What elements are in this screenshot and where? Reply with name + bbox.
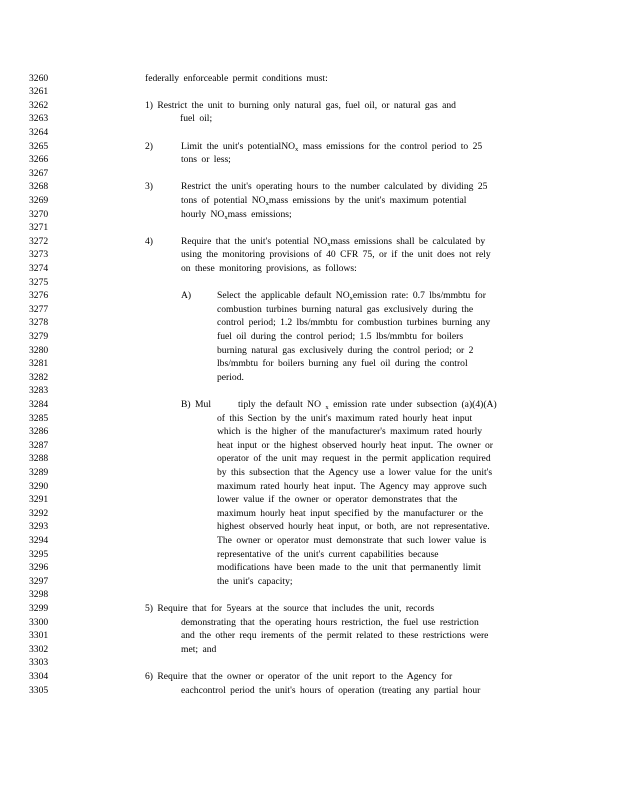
text-line: operator of the unit may request in the permit application required <box>217 453 491 465</box>
line-number: 3264 <box>29 126 49 138</box>
line-number: 3286 <box>29 426 49 438</box>
line-number: 3294 <box>29 534 49 546</box>
text-line: the unit's capacity; <box>217 575 293 587</box>
line-number: 3288 <box>29 453 49 465</box>
list-marker: 4) <box>145 235 153 247</box>
line-number: 3300 <box>29 616 49 628</box>
line-number: 3297 <box>29 575 49 587</box>
text-line: and the other requ irements of the permit related to these restrictions were <box>181 630 489 642</box>
line-number: 3273 <box>29 249 49 261</box>
text-line: heat input or the highest observed hourly heat input. The owner or <box>217 439 493 451</box>
line-number: 3271 <box>29 222 49 234</box>
line-number: 3267 <box>29 167 49 179</box>
text-line: fuel oil during the control period; 1.5 lbs/mmbtu for boilers <box>217 330 464 342</box>
text-line: Restrict the unit's operating hours to the number calculated by dividing 25 <box>181 181 488 193</box>
line-number: 3303 <box>29 657 49 669</box>
text-line: lower value if the owner or operator demonstrates that the <box>217 494 458 506</box>
line-number: 3274 <box>29 262 49 274</box>
line-number: 3283 <box>29 385 49 397</box>
text-line: combustion turbines burning natural gas exclusively during the <box>217 303 474 315</box>
text-line: by this subsection that the Agency use a lower value for the unit's <box>217 466 493 478</box>
text-line: maximum rated hourly heat input. The Agency may approve such <box>217 480 487 492</box>
line-number: 3281 <box>29 358 49 370</box>
text-line: maximum hourly heat input specified by the manufacturer or the <box>217 507 484 519</box>
text-line: eachcontrol period the unit's hours of operation (treating any partial hour <box>181 684 481 696</box>
list-item-5-text: 5) Require that for 5years at the source that includes the unit, records <box>145 602 435 614</box>
text-line: met; and <box>181 643 217 655</box>
line-number: 3304 <box>29 670 49 682</box>
line-number: 3276 <box>29 290 49 302</box>
text-line: fuel oil; <box>180 113 213 125</box>
line-number: 3266 <box>29 154 49 166</box>
line-number: 3265 <box>29 140 49 152</box>
text-line: using the monitoring provisions of 40 CFR 75, or if the unit does not rely <box>181 249 491 261</box>
text-line: The owner or operator must demonstrate that such lower value is <box>217 534 487 546</box>
line-number: 3296 <box>29 562 49 574</box>
list-item-6-text: 6) Require that the owner or operator of the unit report to the Agency for <box>145 670 453 682</box>
text-line: highest observed hourly heat input, or both, are not representative. <box>217 521 490 533</box>
text-line: Select the applicable default $NO_xemission$ rate: 0.7 lbs/mmbtu for <box>217 290 486 303</box>
text-line: which is the higher of the manufacturer's maximum rated hourly <box>217 426 483 438</box>
line-number: 3260 <box>29 72 49 84</box>
line-number: 3282 <box>29 371 49 383</box>
line-number: 3284 <box>29 398 49 410</box>
line-number: 3262 <box>29 99 49 111</box>
text-line: modifications have been made to the unit that permanently limit <box>217 562 481 574</box>
line-number: 3279 <box>29 330 49 342</box>
line-number: 3285 <box>29 412 49 424</box>
text-line: tons of potential $NO_xmass$ emissions by the unit's maximum potential <box>181 194 467 207</box>
list-marker: B) Mul <box>181 398 211 410</box>
line-number: 3289 <box>29 466 49 478</box>
text-line: tiply the default NO $_x$ emission rate under subsection (a)(4)(A) <box>238 398 497 411</box>
text-line: Require that the unit's potential $NO_xmass$ emissions shall be calculated by <box>181 235 486 248</box>
text-line: representative of the unit's current capabilities because <box>217 548 439 560</box>
line-number: 3299 <box>29 602 49 614</box>
text-line: demonstrating that the operating hours restriction, the fuel use restriction <box>181 616 479 628</box>
line-number: 3298 <box>29 589 49 601</box>
line-number: 3268 <box>29 181 49 193</box>
text-line: federally enforceable permit conditions must: <box>145 72 328 84</box>
text-line: tons or less; <box>181 154 231 166</box>
text-line: on these monitoring provisions, as follows: <box>181 262 357 274</box>
line-number: 3275 <box>29 276 49 288</box>
text-line: period. <box>217 371 244 383</box>
text-line: control period; 1.2 lbs/mmbtu for combustion turbines burning any <box>217 317 491 329</box>
list-marker: 2) <box>145 140 153 152</box>
line-number: 3278 <box>29 317 49 329</box>
line-number: 3305 <box>29 684 49 696</box>
line-number: 3290 <box>29 480 49 492</box>
line-number: 3272 <box>29 235 49 247</box>
line-number: 3293 <box>29 521 49 533</box>
line-number: 3291 <box>29 494 49 506</box>
line-number: 3261 <box>29 86 49 98</box>
list-marker: A) <box>181 290 192 302</box>
line-number: 3277 <box>29 303 49 315</box>
text-line: burning natural gas exclusively during the control period; or 2 <box>217 344 474 356</box>
line-number: 3302 <box>29 643 49 655</box>
text-line: Limit the unit's potentialNO$_x$ mass emissions for the control period to 25 <box>181 140 483 153</box>
text-line: lbs/mmbtu for boilers burning any fuel oil during the control <box>217 358 468 370</box>
list-marker: 3) <box>145 181 153 193</box>
line-number: 3287 <box>29 439 49 451</box>
line-number: 3280 <box>29 344 49 356</box>
line-number: 3301 <box>29 630 49 642</box>
line-number: 3263 <box>29 113 49 125</box>
text-line: hourly $NO_xmass$ emissions; <box>181 208 292 221</box>
line-number: 3269 <box>29 194 49 206</box>
text-line: of this Section by the unit's maximum rated hourly heat input <box>217 412 473 424</box>
line-number: 3292 <box>29 507 49 519</box>
line-number: 3295 <box>29 548 49 560</box>
list-item-1-text: 1) Restrict the unit to burning only natural gas, fuel oil, or natural gas and <box>145 99 456 111</box>
line-number: 3270 <box>29 208 49 220</box>
